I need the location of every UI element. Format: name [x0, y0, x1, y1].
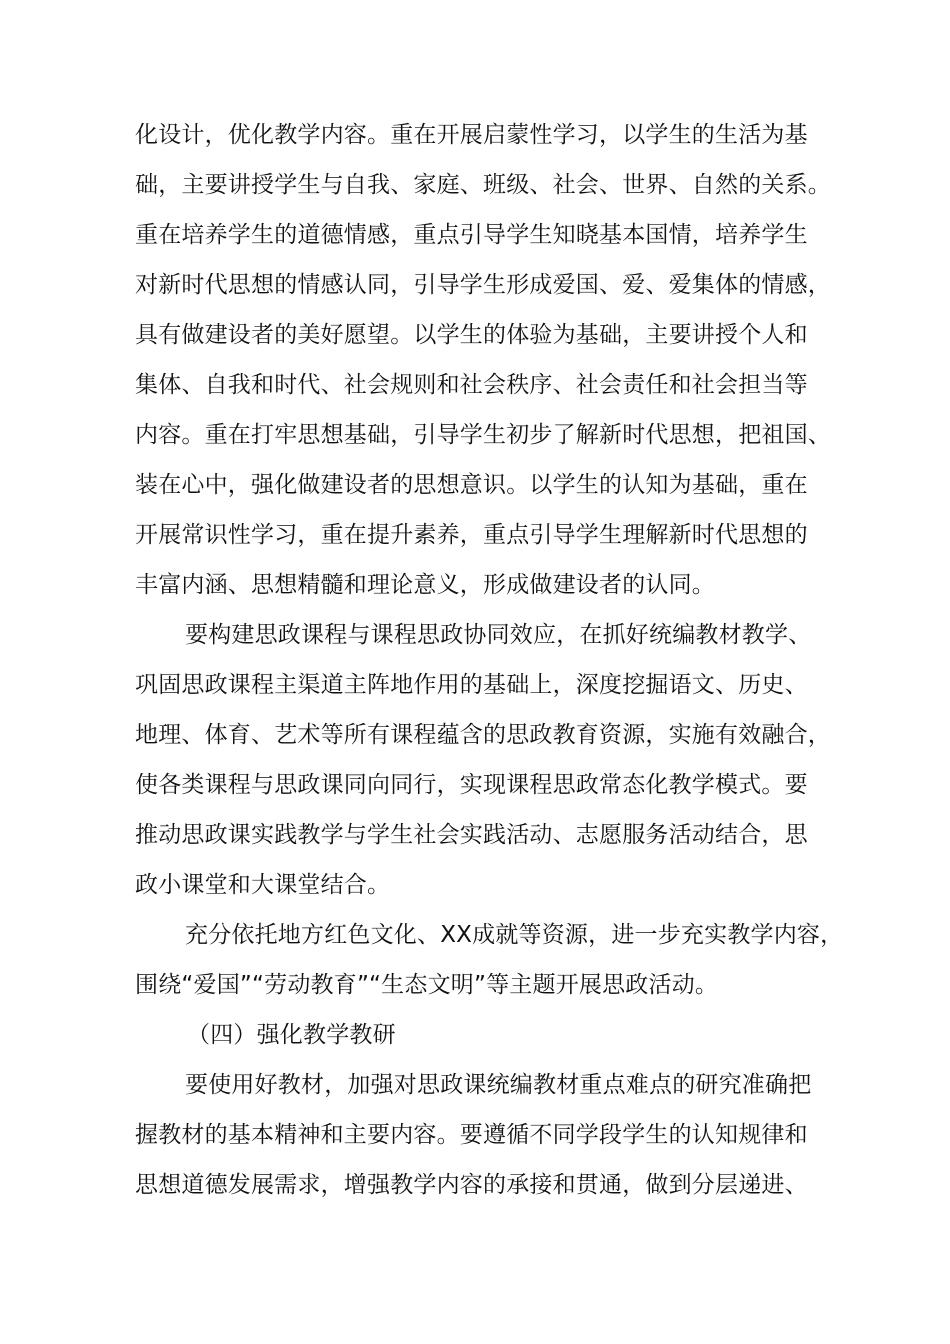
text-line: 充分依托地方红色文化、XX成就等资源，进一步充实教学内容，	[185, 922, 844, 948]
text-line: 围绕“爱国”“劳动教育”“生态文明”等主题开展思政活动。	[135, 972, 719, 998]
text-line: 政小课堂和大课堂结合。	[135, 872, 391, 898]
text-line: 使各类课程与思政课同向同行，实现课程思政常态化教学模式。要	[135, 772, 808, 798]
text-line: 重在培养学生的道德情感，重点引导学生知晓基本国情，培养学生	[135, 222, 808, 248]
text-line: 具有做建设者的美好愿望。以学生的体验为基础，主要讲授个人和	[135, 322, 808, 348]
text-line: 础，主要讲授学生与自我、家庭、班级、社会、世界、自然的关系。	[135, 172, 831, 198]
section-heading: （四）强化教学教研	[187, 1022, 396, 1048]
text-line: 要构建思政课程与课程思政协同效应，在抓好统编教材教学、	[185, 622, 812, 648]
text-line: 握教材的基本精神和主要内容。要遵循不同学段学生的认知规律和	[135, 1122, 808, 1148]
text-line: 开展常识性学习，重在提升素养，重点引导学生理解新时代思想的	[135, 522, 808, 548]
text-line: 推动思政课实践教学与学生社会实践活动、志愿服务活动结合，思	[135, 822, 808, 848]
text-line: 思想道德发展需求，增强教学内容的承接和贯通，做到分层递进、	[135, 1172, 808, 1198]
text-line: 集体、自我和时代、社会规则和社会秩序、社会责任和社会担当等	[135, 372, 808, 398]
text-line: 对新时代思想的情感认同，引导学生形成爱国、爱、爱集体的情感，	[135, 272, 831, 298]
text-line: 丰富内涵、思想精髓和理论意义，形成做建设者的认同。	[135, 572, 715, 598]
text-line: 要使用好教材，加强对思政课统编教材重点难点的研究准确把	[185, 1072, 812, 1098]
text-line: 地理、体育、艺术等所有课程蕴含的思政教育资源，实施有效融合，	[135, 722, 831, 748]
text-line: 装在心中，强化做建设者的思想意识。以学生的认知为基础，重在	[135, 472, 808, 498]
text-line: 内容。重在打牢思想基础，引导学生初步了解新时代思想，把祖国、	[135, 422, 831, 448]
text-line: 巩固思政课程主渠道主阵地作用的基础上，深度挖掘语文、历史、	[135, 672, 808, 698]
text-line: 化设计，优化教学内容。重在开展启蒙性学习，以学生的生活为基	[135, 122, 808, 148]
